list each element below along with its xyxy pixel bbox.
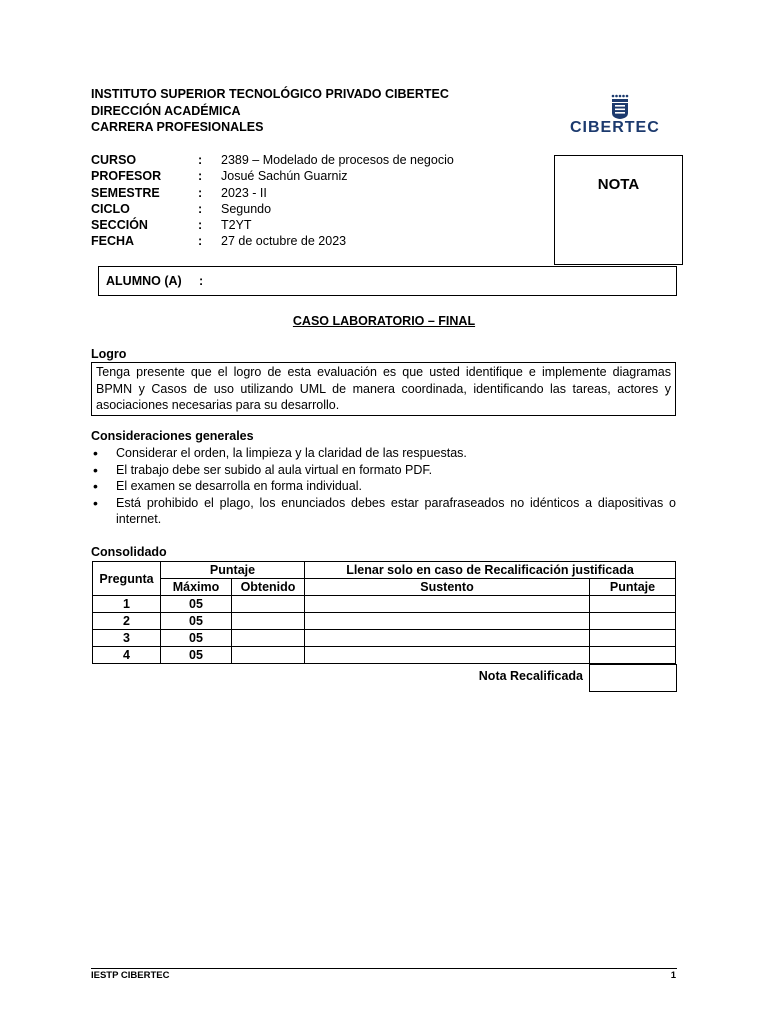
info-key: CURSO <box>91 153 137 167</box>
alumno-field[interactable] <box>98 266 677 296</box>
info-row <box>91 168 454 184</box>
info-value: Segundo <box>221 201 272 216</box>
header-recalificacion: Llenar solo en caso de Recalificación justificada <box>305 562 676 579</box>
cell-sustento[interactable] <box>305 647 590 664</box>
header-maximo: Máximo <box>161 579 232 596</box>
cell-pregunta: 2 <box>93 613 161 630</box>
cell-puntaje-recal[interactable] <box>590 613 676 630</box>
info-row <box>91 201 454 217</box>
exam-title <box>0 314 768 328</box>
logo-wordmark: CIBERTEC <box>570 119 660 136</box>
alumno-label: ALUMNO (A) : <box>106 274 204 288</box>
cell-puntaje-recal[interactable] <box>590 647 676 664</box>
cell-maximo: 05 <box>161 647 232 664</box>
header-obtenido: Obtenido <box>232 579 305 596</box>
cell-maximo: 05 <box>161 613 232 630</box>
table-row <box>93 647 676 664</box>
header-sustento: Sustento <box>305 579 590 596</box>
cell-sustento[interactable] <box>305 613 590 630</box>
cibertec-logo <box>568 94 672 138</box>
cell-puntaje-recal[interactable] <box>590 630 676 647</box>
logro-text: Tenga presente que el logro de esta evaluación es que usted identifique e implemente diagramas BPMN y Casos de uso utilizando UML de manera coordinada, identificando las tareas, actores y asociaciones necesarias para su desarrollo. <box>96 365 671 412</box>
institution-header <box>91 86 449 136</box>
nota-recalificada-label: Nota Recalificada <box>478 669 583 683</box>
exam-title-text: CASO LABORATORIO – FINAL <box>292 314 476 328</box>
cell-sustento[interactable] <box>305 596 590 613</box>
consideraciones-list <box>91 445 676 528</box>
table-row <box>93 630 676 647</box>
cell-sustento[interactable] <box>305 630 590 647</box>
info-separator: : <box>198 218 203 233</box>
list-item-text: Considerar el orden, la limpieza y la claridad de las respuestas. <box>116 446 467 460</box>
info-separator: : <box>198 169 203 184</box>
list-item <box>91 495 676 528</box>
list-item <box>91 462 676 479</box>
info-key: SEMESTRE <box>91 185 160 200</box>
course-info <box>91 152 454 250</box>
info-key: CICLO <box>91 201 130 216</box>
info-value: T2YT <box>221 218 252 233</box>
info-separator: : <box>198 234 203 249</box>
cell-obtenido[interactable] <box>232 596 305 613</box>
nota-box <box>554 155 683 265</box>
bullet-icon: • <box>93 461 98 478</box>
list-item-text: Está prohibido el plago, los enunciados debes estar parafraseados no idénticos a diapositivas o internet. <box>116 495 676 526</box>
bullet-icon: • <box>93 478 98 494</box>
header-puntaje: Puntaje <box>161 562 305 579</box>
nota-recalificada-box[interactable] <box>589 664 677 692</box>
cell-pregunta: 3 <box>93 630 161 647</box>
logro-label: Logro <box>91 347 127 361</box>
institution-name: INSTITUTO SUPERIOR TECNOLÓGICO PRIVADO CIBERTEC <box>91 87 449 101</box>
cell-obtenido[interactable] <box>232 630 305 647</box>
list-item-text: El trabajo debe ser subido al aula virtual en formato PDF. <box>116 462 433 477</box>
info-value: 2389 – Modelado de procesos de negocio <box>221 153 454 167</box>
cell-maximo: 05 <box>161 630 232 647</box>
info-separator: : <box>198 185 203 200</box>
crown-icon <box>568 94 672 120</box>
info-value: 2023 - II <box>221 185 267 200</box>
consideraciones-label: Consideraciones generales <box>91 429 254 443</box>
footer-divider <box>91 968 677 969</box>
cell-obtenido[interactable] <box>232 613 305 630</box>
info-row <box>91 217 454 233</box>
logro-box <box>91 362 676 416</box>
header-pregunta: Pregunta <box>93 562 161 596</box>
cell-pregunta: 1 <box>93 596 161 613</box>
info-separator: : <box>198 201 203 216</box>
list-item <box>91 478 676 495</box>
info-separator: : <box>198 153 203 167</box>
bullet-icon: • <box>93 445 98 461</box>
info-value: 27 de octubre de 2023 <box>221 234 347 249</box>
cell-puntaje-recal[interactable] <box>590 596 676 613</box>
list-item-text: El examen se desarrolla en forma individual. <box>116 479 362 493</box>
info-row <box>91 185 454 201</box>
cell-maximo: 05 <box>161 596 232 613</box>
header-puntaje-recal: Puntaje <box>590 579 676 596</box>
cell-pregunta: 4 <box>93 647 161 664</box>
consolidado-table <box>92 561 676 664</box>
consolidado-label: Consolidado <box>91 545 167 559</box>
list-item <box>91 445 676 462</box>
cell-obtenido[interactable] <box>232 647 305 664</box>
footer-institution: IESTP CIBERTEC <box>91 970 170 981</box>
page-number: 1 <box>670 970 676 981</box>
table-row <box>93 613 676 630</box>
table-row <box>93 596 676 613</box>
info-row <box>91 233 454 249</box>
info-key: FECHA <box>91 234 135 249</box>
info-row <box>91 152 454 168</box>
info-value: Josué Sachún Guarniz <box>221 169 348 184</box>
program-name: CARRERA PROFESIONALES <box>91 120 264 134</box>
bullet-icon: • <box>93 494 98 511</box>
info-key: SECCIÓN <box>91 218 148 233</box>
nota-label: NOTA <box>597 176 640 193</box>
info-key: PROFESOR <box>91 169 162 184</box>
department-name: DIRECCIÓN ACADÉMICA <box>91 103 241 118</box>
